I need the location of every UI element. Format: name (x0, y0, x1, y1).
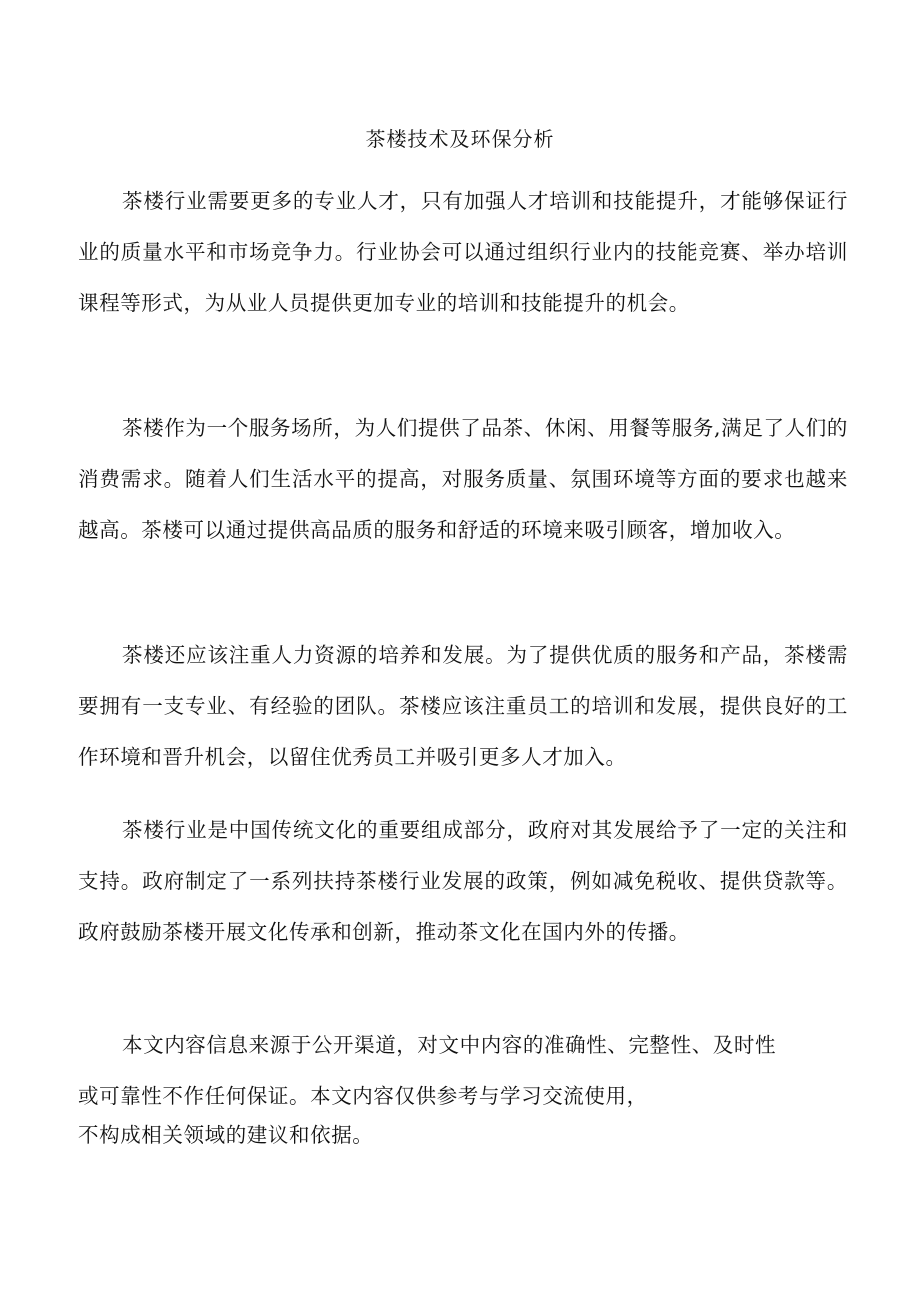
disclaimer-line: 或可靠性不作任何保证。本文内容仅供参考与学习交流使用， (78, 1084, 648, 1108)
paragraph-service-venue: 茶楼作为一个服务场所，为人们提供了品茶、休闲、用餐等服务,满足了人们的消费需求。随着人们生活水平的提高，对服务质量、氛围环境等方面的要求也越来越高。茶楼可以通过提供高品质的服务和舒适的环境来吸引顾客，增加收入。 (78, 416, 848, 542)
paragraph-government-support: 茶楼行业是中国传统文化的重要组成部分，政府对其发展给予了一定的关注和支持。政府制定了一系列扶持茶楼行业发展的政策，例如减免税收、提供贷款等。政府鼓励茶楼开展文化传承和创新，推动茶文化在国内外的传播。 (78, 818, 848, 944)
disclaimer-line: 不构成相关领域的建议和依据。 (78, 1123, 374, 1147)
disclaimer (78, 1020, 848, 1155)
disclaimer-line: 本文内容信息来源于公开渠道，对文中内容的准确性、完整性、及时性 (122, 1033, 777, 1057)
paragraph-talent-training: 茶楼行业需要更多的专业人才，只有加强人才培训和技能提升，才能够保证行业的质量水平和市场竞争力。行业协会可以通过组织行业内的技能竞赛、举办培训课程等形式，为从业人员提供更加专业的培训和技能提升的机会。 (78, 189, 848, 315)
paragraph-human-resources: 茶楼还应该注重人力资源的培养和发展。为了提供优质的服务和产品，茶楼需要拥有一支专业、有经验的团队。茶楼应该注重员工的培训和发展，提供良好的工作环境和晋升机会，以留住优秀员工并吸引更多人才加入。 (78, 643, 848, 769)
document-title: 茶楼技术及环保分析 (365, 127, 555, 151)
